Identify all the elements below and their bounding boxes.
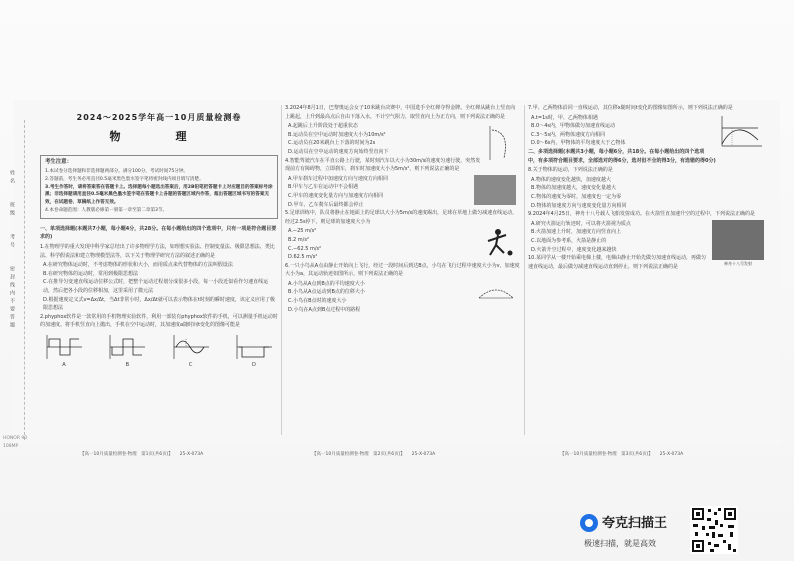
question-option: A.t=1s时，甲、乙两物体相遇 xyxy=(531,114,598,121)
car-photo xyxy=(474,175,516,205)
notice-line: 3.考生作答时，请将答案答在答题卡上。选择题每小题选出答案后，用2B铅笔把答题卡上对应题目的答案标号涂黑；非选择题请用直径0.5毫米黑色墨水签字笔在答题卡上各题的答题区域内作答，超出答题区域书写的答案无效，在试题卷、草稿纸上作答无效。 xyxy=(45,184,273,206)
question-option: C.小鸟在B点时的速度大小 xyxy=(288,298,347,305)
exam-title: 2024～2025学年高一10月质量检测卷 xyxy=(76,113,242,122)
question-stem: 10.某同学从一楼开始乘电梯上楼，电梯由静止开始先做匀加速直线运动，再做匀速直线运动，最后做匀减速直线运动直到停止，则下列说法正确的是 xyxy=(528,255,706,270)
question-stem: 1.在物理学的重大发现中科学家总结出了许多物理学方法，如理想实验法、控制变量法、极限思想法、类比法、科学假说法和建立物理模型法等，以下关于物理学研究方法的叙述正确的是 xyxy=(40,243,275,259)
camera-mark-mp: 108MP xyxy=(3,444,19,449)
graph-a xyxy=(44,333,84,361)
question-option: B.甲车与乙车在运动中不会相遇 xyxy=(288,184,359,191)
question-option: C.3～5s内，两物体速度方向相同 xyxy=(531,131,606,138)
graph-option xyxy=(44,333,84,370)
rocket-photo-block xyxy=(712,220,764,269)
graph-option xyxy=(234,333,274,370)
question-option: C.运动员在20米跳台上下落的时间为2s xyxy=(288,140,376,147)
scanner-slogan: 极速扫描，就是高效 xyxy=(584,539,656,548)
question-option: A.物体的速度变化越快，加速度越大 xyxy=(531,176,611,183)
question-stem: 8.关于物体的运动，下列说法正确的是 xyxy=(528,167,613,174)
question-option: A.小鸟从A点到B点的平均速度大小 xyxy=(288,280,365,287)
rocket-photo xyxy=(712,220,764,260)
exam-page-2 xyxy=(285,104,520,444)
question-option: D.62.5 m/s² xyxy=(288,254,318,261)
question-option: C.−62.5 m/s² xyxy=(288,245,322,252)
question-option: D.物体的加速度方向与速度变化量方向相同 xyxy=(531,202,627,209)
scanner-logo-icon xyxy=(580,514,598,532)
question-option: A.研究火箭运行轨迹时，可以将火箭视为质点 xyxy=(531,220,631,227)
question-option: D.甲车、乙车刹车后最终都会停止 xyxy=(288,201,364,208)
graph-option xyxy=(171,333,211,370)
xt-graph-figure xyxy=(718,114,764,150)
graph-label: B xyxy=(125,361,130,368)
question-option: A.起跳后上升阶段处于超重状态 xyxy=(288,123,358,130)
graph-label: D xyxy=(252,361,256,368)
question-option: D.小鸟在A点到B点过程中的路程 xyxy=(288,306,361,313)
camera-mark-model: HONOR 90 xyxy=(3,436,28,441)
question-option: B.小鸟从A点运动到B点的位移大小 xyxy=(288,289,365,296)
section-heading: 一、单项选择题(本题共7小题，每小题4分，共28分。在每小题给出的四个选项中，只有一项是符合题目要求的) xyxy=(40,225,277,241)
question-stem: 9.2024年4月25日，神舟十八号载人飞船发射成功。在火箭竖直加速升空的过程中，下列说法正确的是 xyxy=(528,211,756,218)
scanner-watermark xyxy=(580,508,680,556)
binding-line xyxy=(24,120,25,440)
question-stem: 7.甲、乙两物体沿同一直线运动，其位移x随时间t变化的图像如图所示，则下列说法正确的是 xyxy=(528,105,733,111)
bird-path-figure xyxy=(476,280,516,302)
question-option: D.根据速度定义式v=Δx/Δt，当Δt非常小时，Δx/Δt就可以表示物体在t时刻的瞬时速度，该定义应用了极限思想法 xyxy=(43,296,275,312)
player-silhouette-figure xyxy=(482,227,516,257)
graph-label: A xyxy=(62,361,66,368)
question-stem: 4.智能驾驶汽车在平直公路上行驶，某时刻汽车以大小为30m/s的速度匀速行驶，突然发现前方有障碍物，立即刹车，刹车时加速度大小为5m/s²，则下列说法正确的是 xyxy=(285,157,481,173)
binding-gutter: 姓名 班级 考号 密封线内不要答题 xyxy=(9,170,15,330)
notice-line: 2.答题前，考生务必用直径0.5毫米黑色墨水签字笔将密封线内项目填写清楚。 xyxy=(45,176,204,182)
graph-c xyxy=(171,333,211,361)
question-option: A.−25 m/s² xyxy=(288,228,317,235)
question-option: B.火箭加速上升时，加速度方向竖直向上 xyxy=(531,229,622,236)
qr-code-icon xyxy=(690,506,738,554)
exam-subject: 物 理 xyxy=(109,129,209,143)
question-option: C.在推导匀变速直线运动位移公式时，把整个运动过程划分成很多小段，每一小段近似看作匀速直线运动，然后把各小段的位移相加，这里采用了微元法 xyxy=(43,279,269,294)
notice-heading: 考生注意： xyxy=(45,159,72,166)
question-option: B.物体的加速度越大，速度变化量越大 xyxy=(531,185,617,192)
graph-b xyxy=(107,333,147,361)
question-option: D.运动员在空中运动的速度方向始终竖直向下 xyxy=(288,148,389,155)
graph-option xyxy=(107,333,147,370)
notice-line: 4.本卷命题范围：人教版必修第一册第一章至第二章第3节。 xyxy=(45,207,168,213)
exam-page-1 xyxy=(40,104,278,444)
question-option: B.运动员在空中运动时加速度大小为10m/s² xyxy=(288,131,386,138)
question-option: C.物体的速度为零时，加速度也一定为零 xyxy=(531,193,622,200)
page-footer: 【高一10月质量检测卷·物理 第3页(共6页)】 25-X-073A xyxy=(560,452,684,457)
question-stem: 3.2024年8月1日，巴黎奥运会女子10米跳台决赛中，中国选手全红婵夺得金牌。全红婵从跳台上竖直向上跳起，上升到最高点后自由下落入水，不计空气阻力，取竖直向上为正方向，则下列说法正确的是 xyxy=(285,105,516,120)
column-divider xyxy=(524,105,525,435)
notice-box xyxy=(40,155,278,219)
column-divider xyxy=(281,105,282,435)
diver-trajectory-figure xyxy=(486,122,516,162)
question-stem: 6.一只小鸟从A点由静止开始向上飞行，经过一段时间后到达B点，小鸟在飞行过程中速度大小为v，加速度大小为a，其运动轨迹如图所示，则下列说法正确的是 xyxy=(285,262,520,278)
question-option: C.甲车的速度变化量方向与加速度方向相同 xyxy=(288,192,384,199)
notice-line: 1.本试卷分选择题和非选择题两部分。满分100分，考试时间75分钟。 xyxy=(45,168,189,174)
question-option: B.2 m/s² xyxy=(288,236,309,243)
photo-caption: 神舟十八号发射 xyxy=(724,260,752,266)
question-option: D.火箭升空过程中，速度变化越来越快 xyxy=(531,246,617,253)
question-option: B.在研究物体的运动时，常用到极限思想法 xyxy=(43,270,139,277)
graph-label: C xyxy=(188,361,193,368)
question-option: C.以地面为参考系，火箭是静止的 xyxy=(531,237,607,244)
section-heading: 二、多项选择题(本题共3小题，每小题6分，共18分。在每小题给出的四个选项中，有多项符合题目要求，全部选对的得6分，选对但不全的得3分，有选错的得0分) xyxy=(528,148,716,164)
question-option: A.在研究物体运动时，不考虑物体的形状和大小，而用质点来代替物体的方法叫假设法 xyxy=(43,262,233,269)
question-option: A.甲车刹车过程中加速度方向与速度方向相同 xyxy=(288,175,388,182)
graph-d xyxy=(234,333,274,361)
answer-graphs xyxy=(44,333,274,370)
question-option: D.0～6s内，甲物体的平均速度大于乙物体 xyxy=(531,140,626,147)
page-footer: 【高一10月质量检测卷·物理 第2页(共6页)】 25-X-073A xyxy=(312,452,436,457)
question-stem: 5.足球训练中，队员将静止在地面上的足球以大小为5m/s的速度踢出，足球在草地上做匀减速直线运动，经过2.5s停下，则足球的加速度大小为 xyxy=(285,210,518,225)
scanner-app-name: 夸克扫描王 xyxy=(602,516,668,531)
page-footer: 【高一10月质量检测卷·物理 第1页(共6页)】 25-X-073A xyxy=(80,452,204,457)
question-option: B.0～4s内，甲物体做匀加速直线运动 xyxy=(531,123,615,130)
exam-page-3 xyxy=(528,104,768,444)
question-stem: 2.phyphox软件是一款常用的手机物理实验软件，利用一部装有phyphox软件的手机，可以测量手机运动时的加速度。将手机竖直向上抛出，手机在空中运动时，其加速度a随时间t变化的图像可能是 xyxy=(40,313,278,329)
